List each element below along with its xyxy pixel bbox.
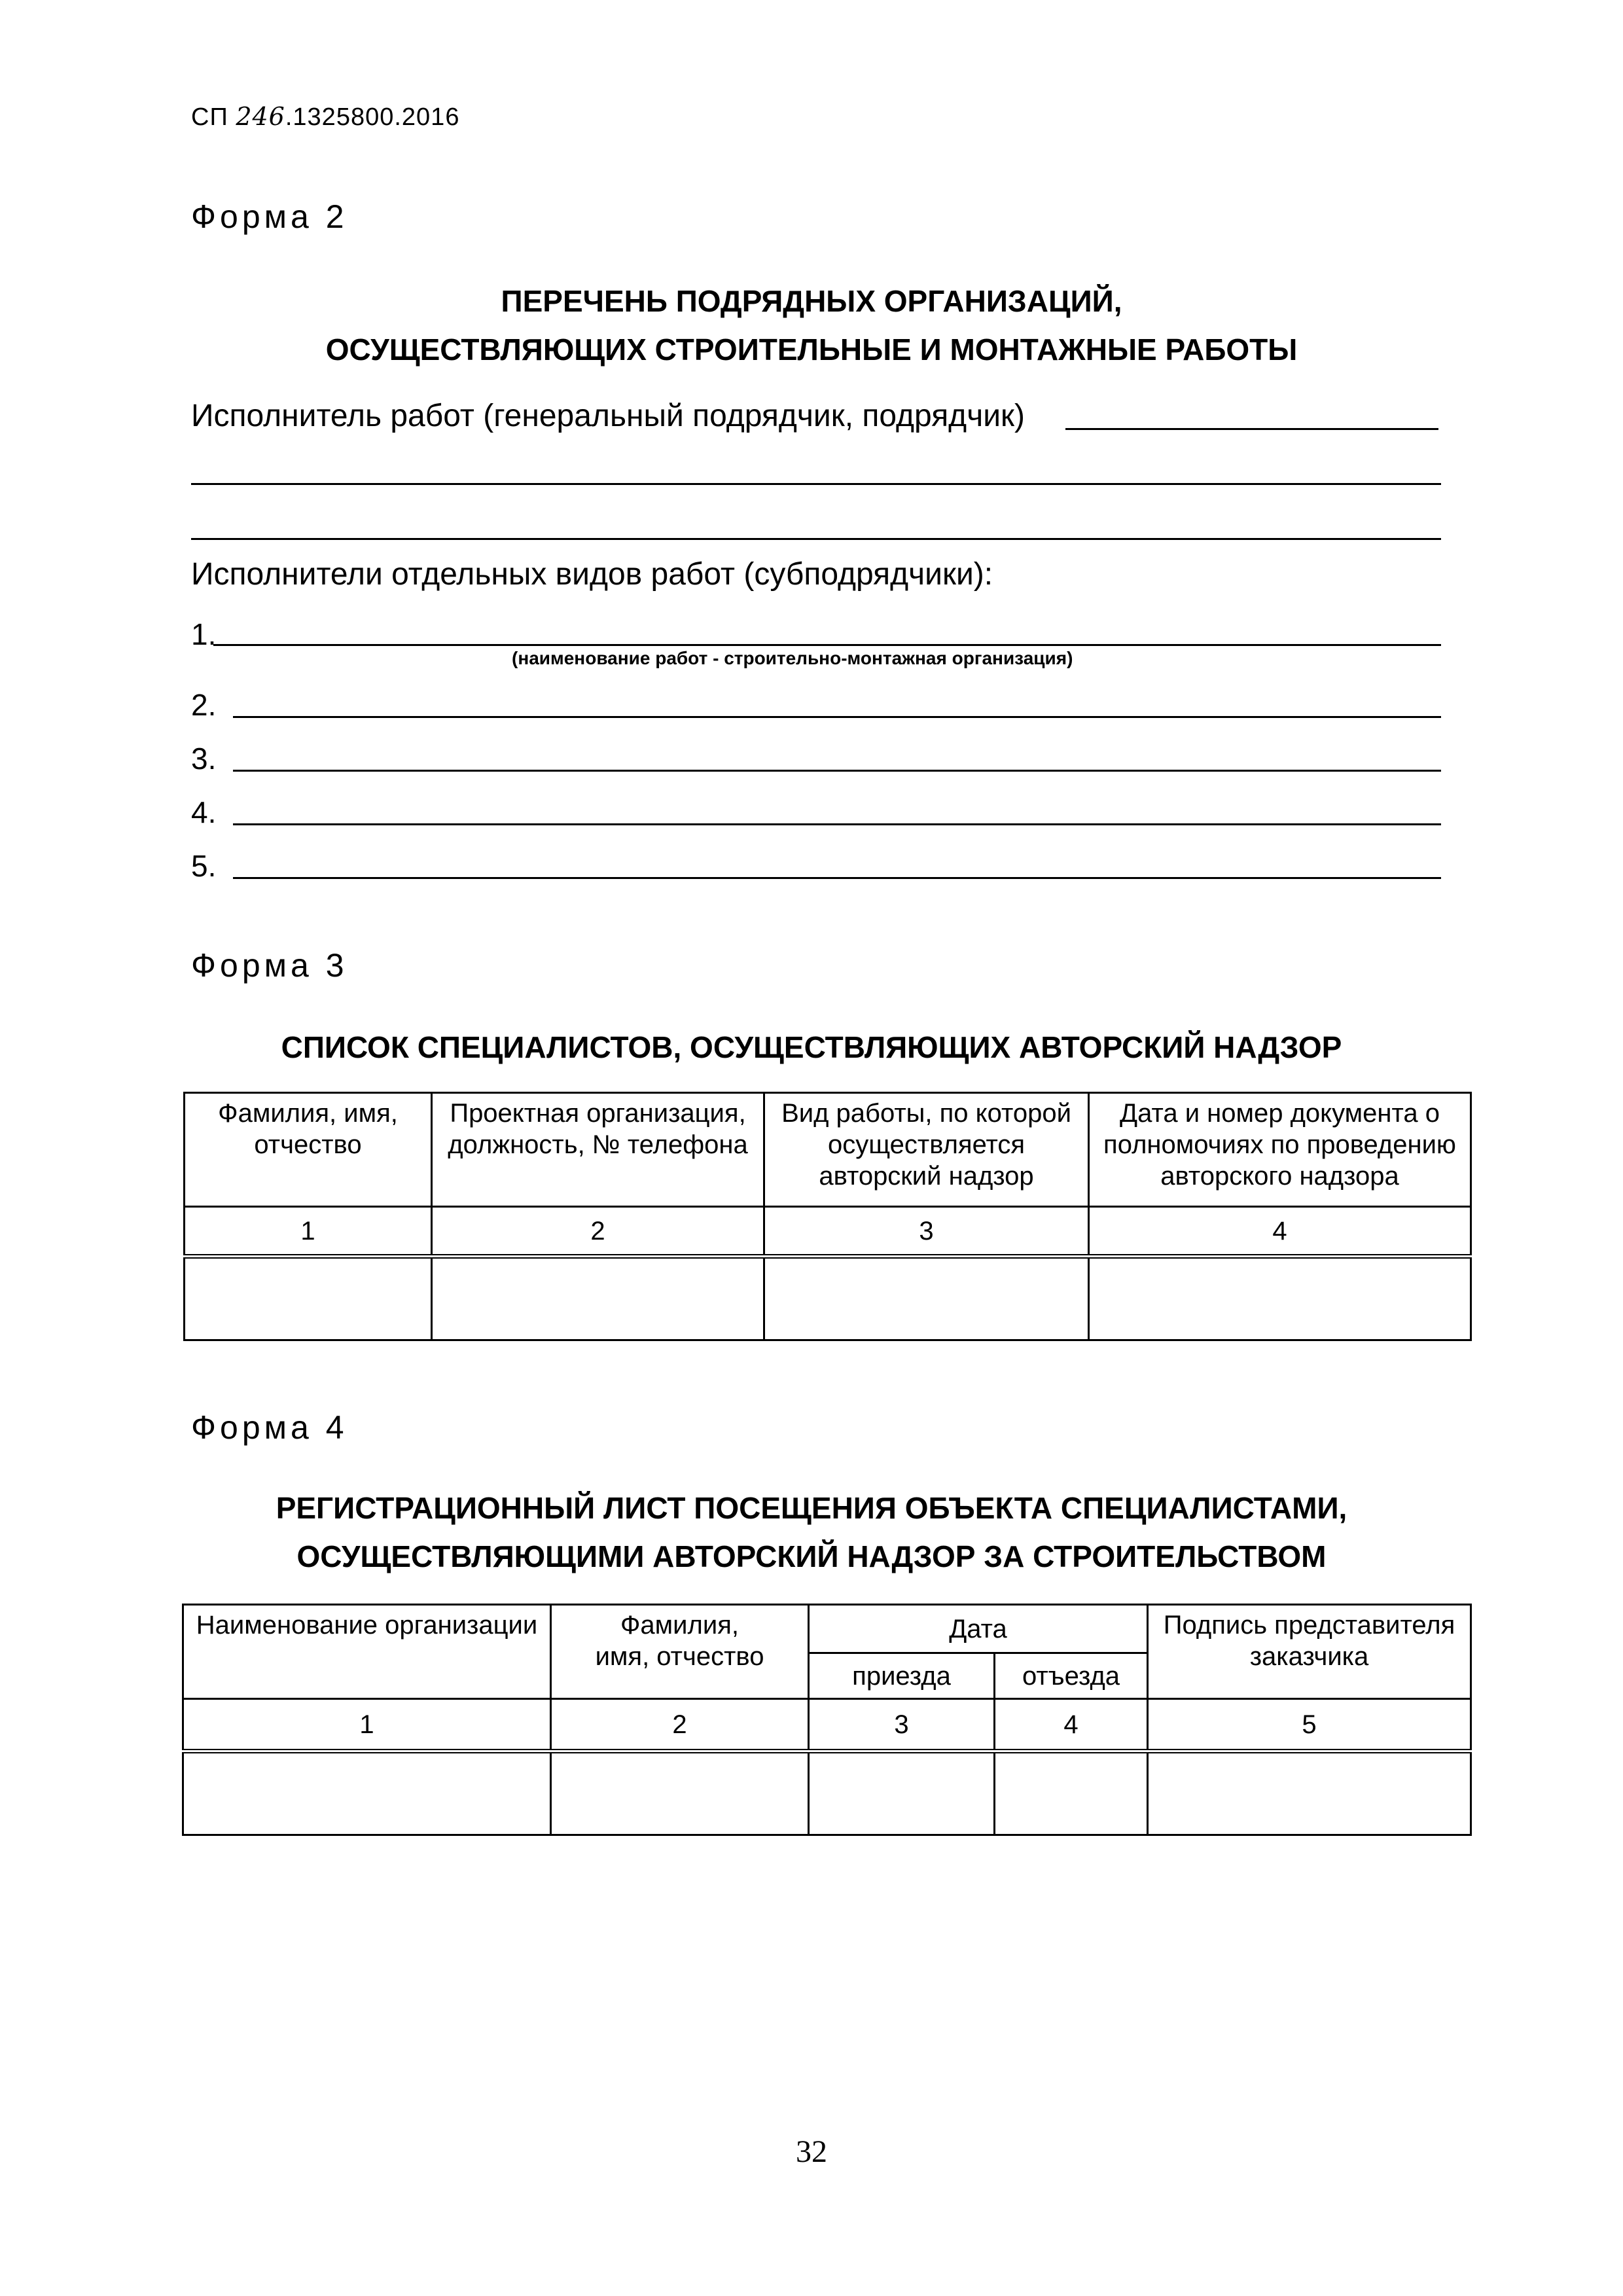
col-header-signature bbox=[1148, 1605, 1471, 1699]
column-number: 4 bbox=[995, 1699, 1148, 1751]
table-number-row bbox=[185, 1207, 1471, 1257]
item-number-4: 4. bbox=[191, 795, 217, 829]
page-number: 32 bbox=[796, 2134, 827, 2169]
item-fill-line-2[interactable] bbox=[233, 716, 1441, 718]
code-suffix: .1325800.2016 bbox=[285, 103, 460, 131]
col-header-organization bbox=[432, 1093, 764, 1207]
table-cell[interactable] bbox=[995, 1751, 1148, 1835]
executor-fill-line-2[interactable] bbox=[191, 483, 1441, 485]
form4-title-line1: РЕГИСТРАЦИОННЫЙ ЛИСТ ПОСЕЩЕНИЯ ОБЪЕКТА СПЕЦИАЛИСТАМИ, bbox=[276, 1491, 1347, 1525]
header-text: должность, № телефона bbox=[448, 1130, 748, 1159]
header-text: Подпись представителя bbox=[1163, 1611, 1455, 1640]
header-text: осуществляется bbox=[827, 1130, 1026, 1159]
item-fill-line-4[interactable] bbox=[233, 823, 1441, 825]
form2-label: Форма 2 bbox=[191, 198, 348, 235]
table-cell[interactable] bbox=[185, 1257, 432, 1340]
col-header-organization: Наименование организации bbox=[183, 1605, 551, 1699]
subcontractors-label: Исполнители отдельных видов работ (субподрядчики): bbox=[191, 557, 993, 592]
col-header-date: Дата bbox=[809, 1605, 1148, 1653]
table-cell[interactable] bbox=[183, 1751, 551, 1835]
form2-title-line2: ОСУЩЕСТВЛЯЮЩИХ СТРОИТЕЛЬНЫЕ И МОНТАЖНЫЕ РАБОТЫ bbox=[325, 332, 1298, 367]
header-text: отчество bbox=[254, 1130, 362, 1159]
column-number: 1 bbox=[185, 1207, 432, 1257]
document-code bbox=[191, 102, 459, 132]
column-number: 5 bbox=[1148, 1699, 1471, 1751]
header-text: Фамилия, bbox=[620, 1611, 739, 1640]
header-text: Вид работы, по которой bbox=[781, 1099, 1071, 1128]
col-header-arrival: приезда bbox=[809, 1653, 995, 1699]
table-cell[interactable] bbox=[1148, 1751, 1471, 1835]
item-fill-line-5[interactable] bbox=[233, 877, 1441, 879]
header-text: имя, отчество bbox=[595, 1642, 764, 1671]
form3-label: Форма 3 bbox=[191, 947, 348, 984]
item-fill-line-1[interactable] bbox=[213, 644, 1441, 646]
header-text: авторский надзор bbox=[819, 1162, 1034, 1191]
code-handwritten: 246 bbox=[236, 102, 285, 131]
item-number-1: 1. bbox=[191, 617, 217, 651]
form4-label: Форма 4 bbox=[191, 1409, 348, 1446]
column-number: 2 bbox=[432, 1207, 764, 1257]
visit-registration-table bbox=[182, 1604, 1472, 1836]
specialists-table bbox=[183, 1092, 1472, 1341]
column-number: 4 bbox=[1089, 1207, 1471, 1257]
column-number: 1 bbox=[183, 1699, 551, 1751]
executor-fill-line-3[interactable] bbox=[191, 538, 1441, 540]
header-text: авторского надзора bbox=[1160, 1162, 1399, 1191]
form4-title-line2: ОСУЩЕСТВЛЯЮЩИМИ АВТОРСКИЙ НАДЗОР ЗА СТРОИТЕЛЬСТВОМ bbox=[296, 1539, 1327, 1573]
col-header-departure: отъезда bbox=[995, 1653, 1148, 1699]
column-number: 3 bbox=[809, 1699, 995, 1751]
table-cell[interactable] bbox=[764, 1257, 1089, 1340]
item1-caption: (наименование работ - строительно-монтажная организация) bbox=[512, 648, 1073, 668]
table-number-row bbox=[183, 1699, 1471, 1751]
item-fill-line-3[interactable] bbox=[233, 770, 1441, 772]
executor-fill-line[interactable] bbox=[1065, 428, 1438, 430]
form3-title: СПИСОК СПЕЦИАЛИСТОВ, ОСУЩЕСТВЛЯЮЩИХ АВТОРСКИЙ НАДЗОР bbox=[281, 1030, 1342, 1064]
table-cell[interactable] bbox=[1089, 1257, 1471, 1340]
item-number-3: 3. bbox=[191, 742, 217, 776]
header-text: Фамилия, имя, bbox=[218, 1099, 398, 1128]
header-text: заказчика bbox=[1249, 1642, 1369, 1671]
form2-title-line1: ПЕРЕЧЕНЬ ПОДРЯДНЫХ ОРГАНИЗАЦИЙ, bbox=[501, 284, 1122, 318]
column-number: 3 bbox=[764, 1207, 1089, 1257]
code-prefix: СП bbox=[191, 103, 228, 131]
col-header-name bbox=[551, 1605, 809, 1699]
item-number-5: 5. bbox=[191, 849, 217, 883]
col-header-work-type bbox=[764, 1093, 1089, 1207]
table-cell[interactable] bbox=[432, 1257, 764, 1340]
header-text: Дата и номер документа о bbox=[1120, 1099, 1440, 1128]
column-number: 2 bbox=[551, 1699, 809, 1751]
table-cell[interactable] bbox=[551, 1751, 809, 1835]
header-text: Проектная организация, bbox=[450, 1099, 746, 1128]
col-header-name bbox=[185, 1093, 432, 1207]
col-header-authority-document bbox=[1089, 1093, 1471, 1207]
table-row bbox=[185, 1257, 1471, 1340]
table-cell[interactable] bbox=[809, 1751, 995, 1835]
header-text: полномочиях по проведению bbox=[1103, 1130, 1456, 1159]
table-header-row bbox=[183, 1605, 1471, 1653]
table-row bbox=[183, 1751, 1471, 1835]
item-number-2: 2. bbox=[191, 688, 217, 722]
table-header-row bbox=[185, 1093, 1471, 1207]
executor-label: Исполнитель работ (генеральный подрядчик, подрядчик) bbox=[191, 399, 1025, 433]
